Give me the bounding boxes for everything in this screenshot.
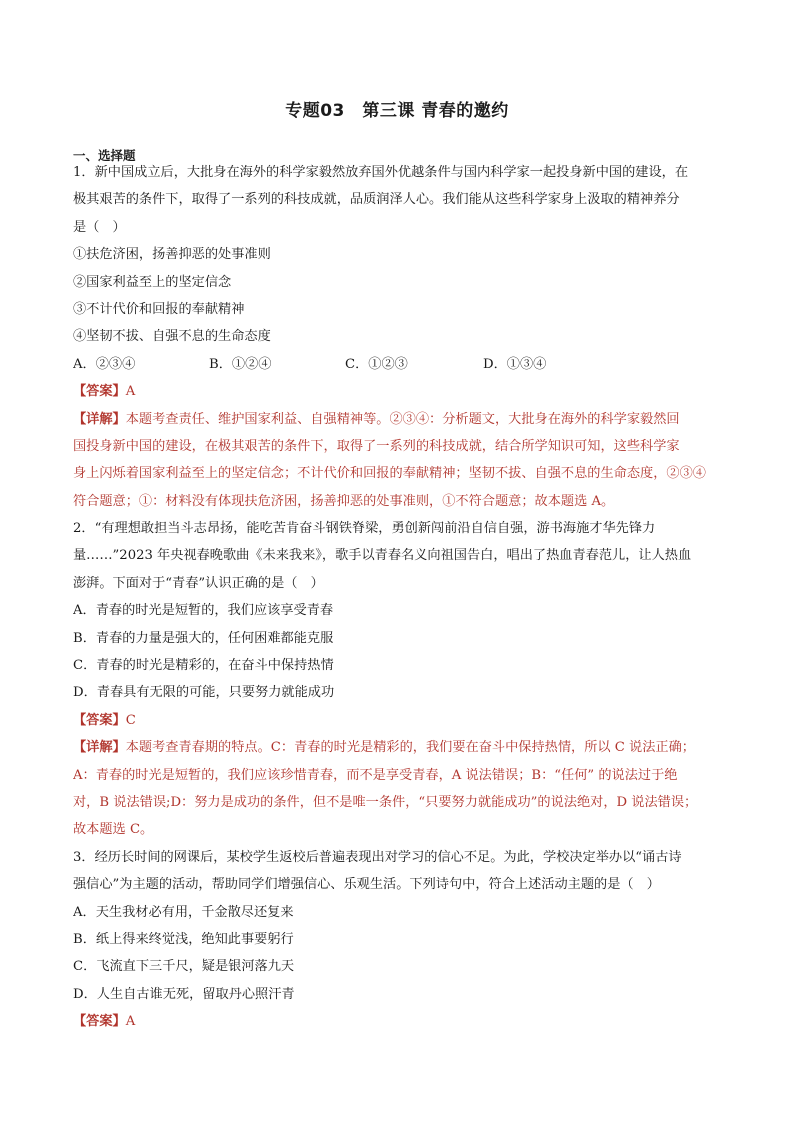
question-1-stem-line: 极其艰苦的条件下，取得了一系列的科技成就，品质润泽人心。我们能从这些科学家身上汲取的精神养分 (73, 192, 680, 208)
question-2-stem-line: 2．“有理想敢担当斗志昂扬，能吃苦肯奋斗钢铁脊梁，勇创新闯前沿自信自强，游书海施才华先锋力 (73, 521, 656, 537)
question-1-stem-line: 1．新中国成立后，大批身在海外的科学家毅然放弃国外优越条件与国内科学家一起投身新中国的建设，在 (73, 165, 689, 180)
detail-tag: 【详解】 (73, 411, 126, 427)
question-2-detail-line: 对，B 说法错误;D：努力是成功的条件，但不是唯一条件，“只要努力就能成功”的说法绝对，D 说法错误； (73, 794, 698, 810)
question-2-detail-line: 故本题选 C。 (73, 822, 154, 838)
question-3-option: B．纸上得来终觉浅，绝知此事要躬行 (73, 931, 294, 947)
question-2-option: A．青春的时光是短暂的，我们应该享受青春 (73, 603, 334, 619)
option-b: B．①②④ (209, 356, 272, 372)
question-1-detail-line: 符合题意；①：材料没有体现扶危济困，扬善抑恶的处事准则，①不符合题意；故本题选 A。 (73, 493, 615, 509)
question-1-detail-line: 国投身新中国的建设，在极其艰苦的条件下，取得了一系列的科技成就，结合所学知识可知，这些科学家 (73, 438, 680, 454)
question-3-stem-line: 3．经历长时间的网课后，某校学生返校后普遍表现出对学习的信心不足。为此，学校决定举办以“诵古诗 (73, 849, 682, 865)
question-3-option: A．天生我材必有用，千金散尽还复来 (73, 904, 294, 920)
page-title: 专题03 第三课 青春的邀约 (285, 101, 509, 121)
question-1-stem-line: 是（ ） (73, 219, 126, 235)
question-3-option: D．人生自古谁无死，留取丹心照汗青 (73, 986, 295, 1002)
question-2-option: B．青春的力量是强大的，任何困难都能克服 (73, 630, 334, 646)
answer-value: A (125, 1014, 136, 1030)
question-1-item: ①扶危济困，扬善抑恶的处事准则 (73, 247, 271, 263)
question-2-detail-line: A：青春的时光是短暂的，我们应该珍惜青春，而不是享受青春，A 说法错误；B：“任何” 的说法过于绝 (73, 767, 678, 783)
question-2-stem-line: 量……”2023 年央视春晚歌曲《未来我来》，歌手以青春名义向祖国告白，唱出了热血青春范儿，让人热血 (73, 548, 692, 564)
question-2-option: C．青春的时光是精彩的，在奋斗中保持热情 (73, 658, 334, 674)
question-2-option: D．青春具有无限的可能，只要努力就能成功 (73, 685, 335, 701)
detail-text: 本题考查责任、维护国家利益、自强精神等。②③④：分析题文，大批身在海外的科学家毅然回 (125, 411, 680, 427)
question-2-stem-line: 澎湃。下面对于“青春”认识正确的是（ ） (73, 575, 324, 591)
answer-tag: 【答案】 (73, 384, 126, 400)
question-3-stem-line: 强信心”为主题的活动，帮助同学们增强信心、乐观生活。下列诗句中，符合上述活动主题的是（ ） (73, 877, 660, 893)
document-content (73, 159, 725, 1036)
option-a: A．②③④ (73, 356, 136, 372)
detail-tag: 【详解】 (73, 740, 126, 756)
question-1-detail-line (73, 406, 725, 433)
question-1-detail-line: 身上闪烁着国家利益至上的坚定信念；不计代价和回报的奉献精神；坚韧不拔、自强不息的生命态度，②③④ (73, 466, 706, 482)
question-2-answer (73, 707, 725, 734)
question-2-detail-line (73, 734, 725, 761)
answer-tag: 【答案】 (73, 712, 126, 728)
question-1-options (73, 351, 725, 378)
question-1-answer (73, 378, 725, 405)
answer-value: C (125, 712, 136, 728)
question-3-option: C．飞流直下三千尺，疑是银河落九天 (73, 959, 295, 975)
option-c: C．①②③ (345, 356, 408, 372)
detail-text: 本题考查青春期的特点。C：青春的时光是精彩的，我们要在奋斗中保持热情，所以 C 说法正确； (125, 740, 695, 756)
question-1-item: ④坚韧不拔、自强不息的生命态度 (73, 329, 271, 345)
question-1-item: ③不计代价和回报的奉献精神 (73, 301, 245, 317)
question-3-answer (73, 1008, 725, 1035)
option-d: D．①③④ (483, 356, 547, 372)
answer-tag: 【答案】 (73, 1014, 126, 1030)
answer-value: A (125, 384, 136, 400)
section-heading: 一、选择题 (73, 148, 136, 163)
question-1-item: ②国家利益至上的坚定信念 (73, 274, 232, 290)
